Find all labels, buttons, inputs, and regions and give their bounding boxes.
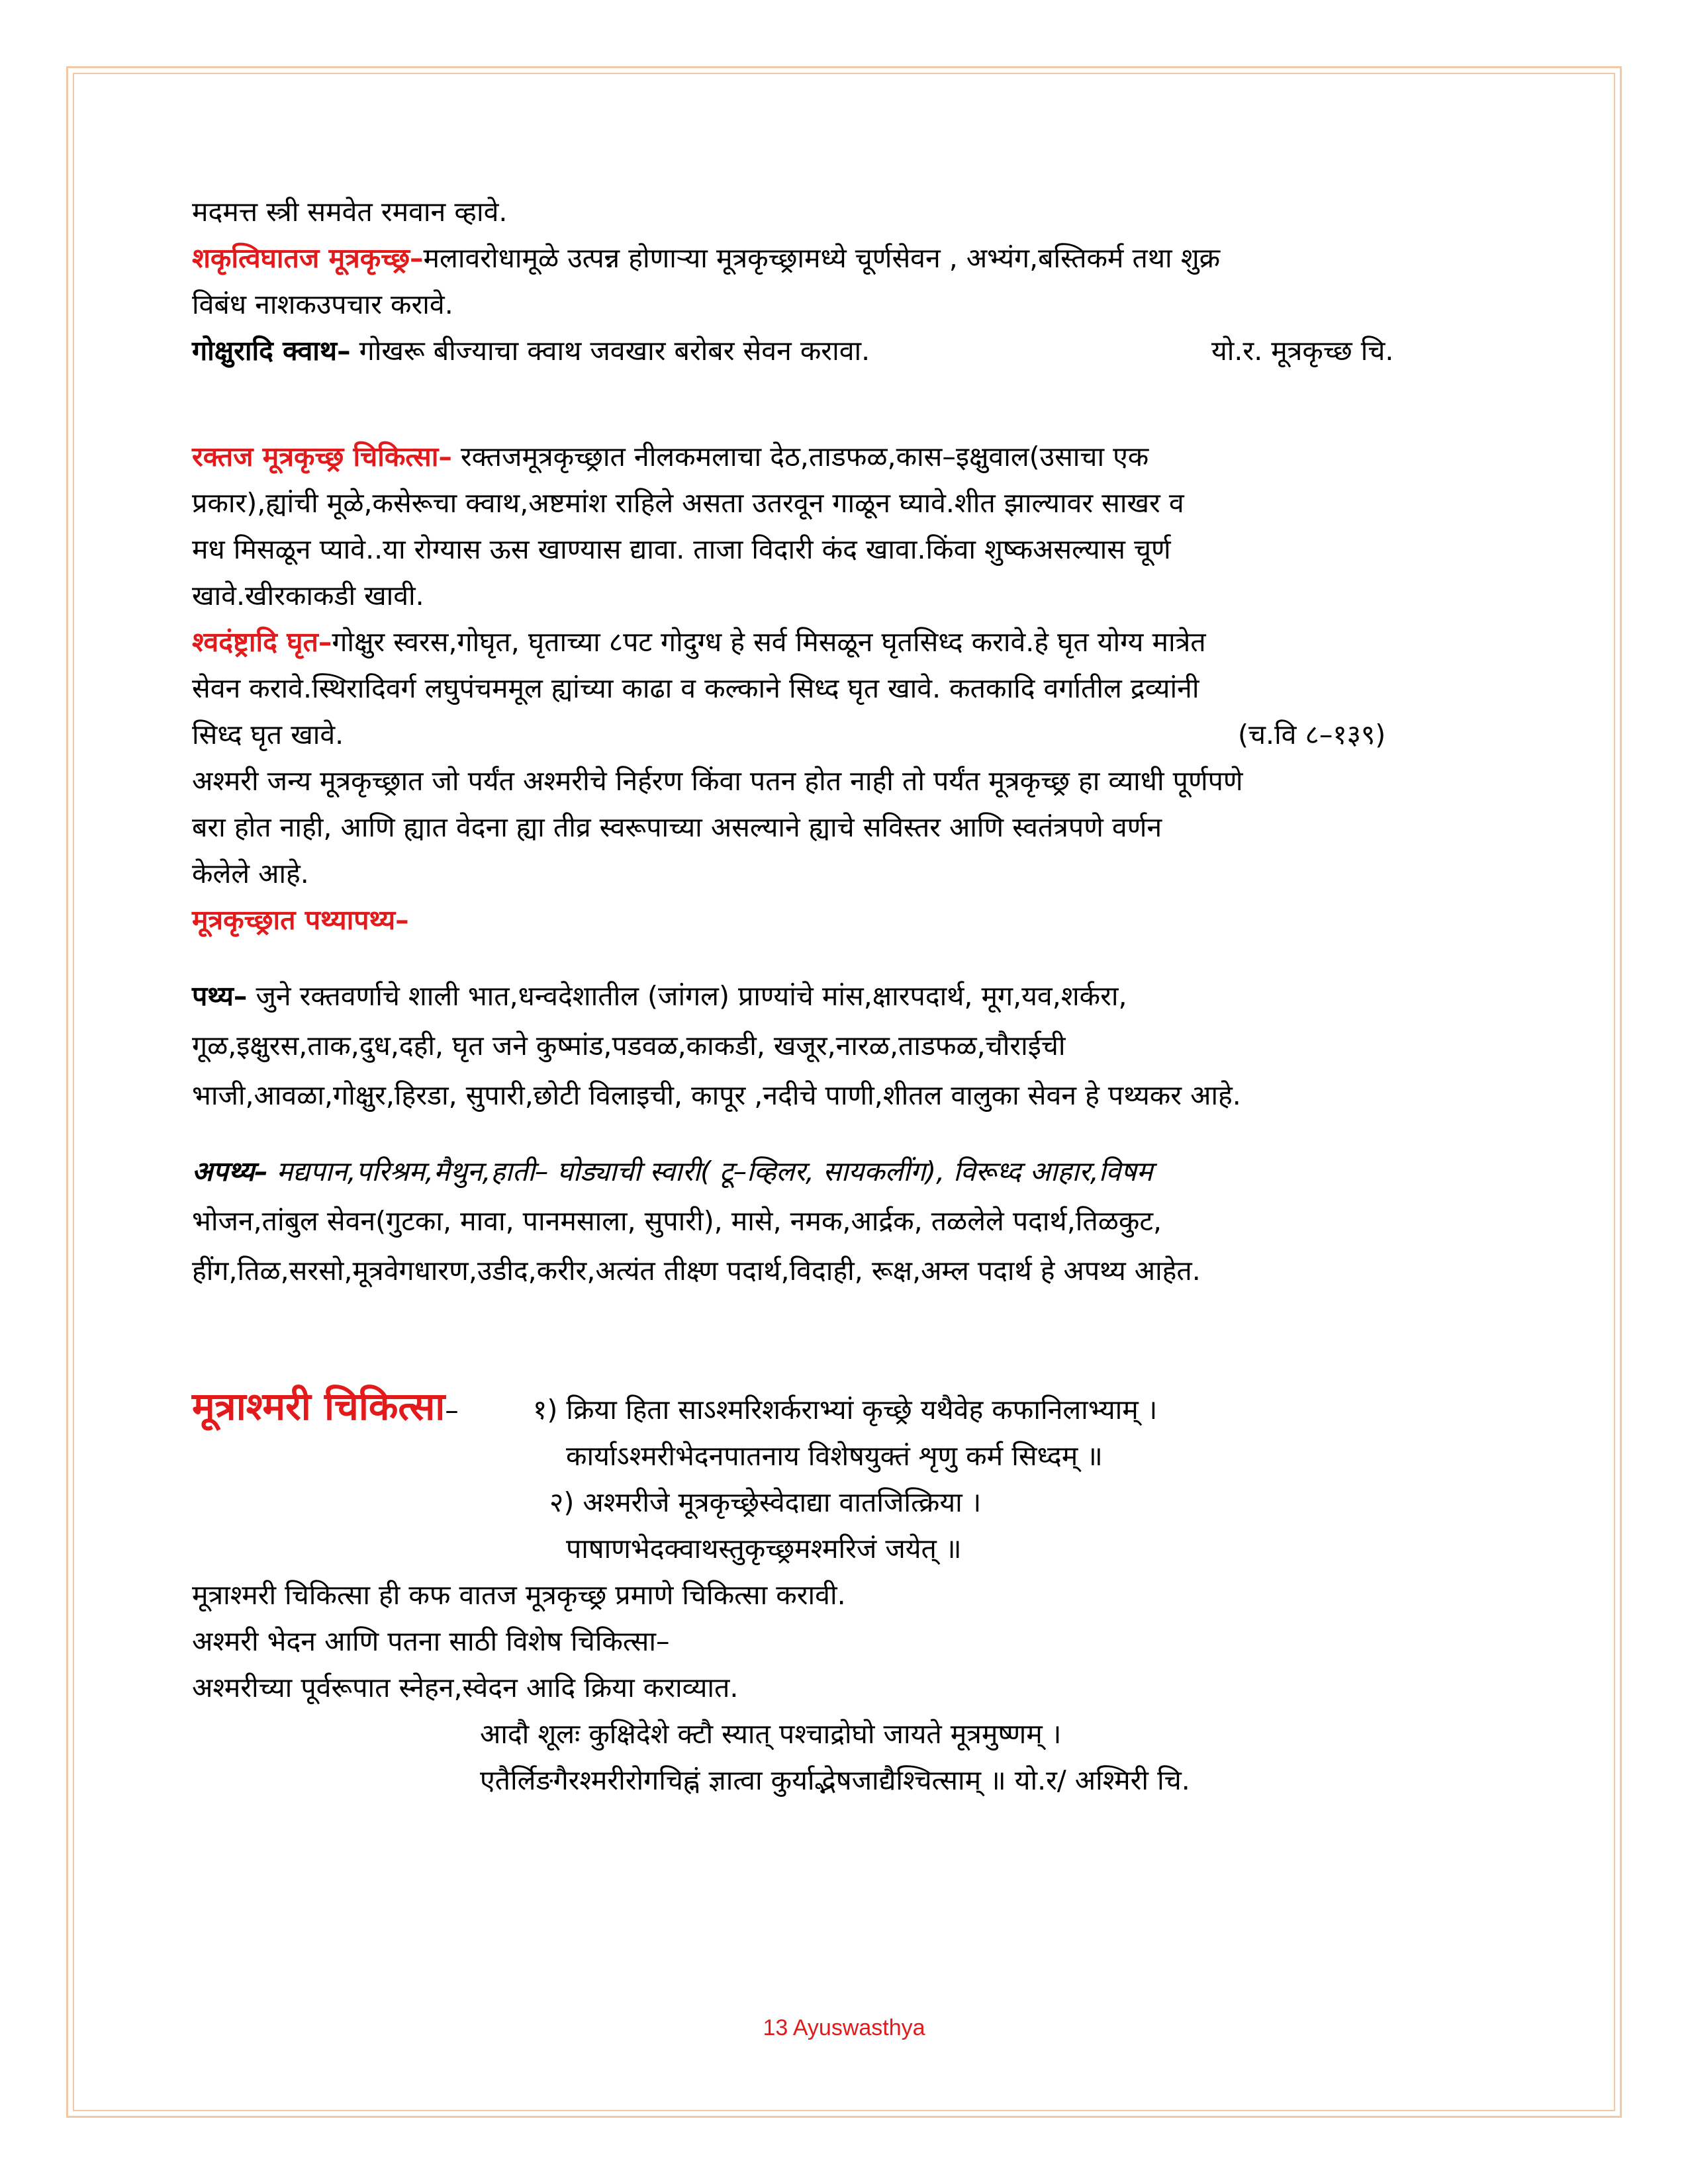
text-line: गूळ,इक्षुरस,ताक,दुध,दही, घृत जने कुष्मांड,पडवळ,काकडी, खजूर,नारळ,ताडफळ,चौराईची bbox=[192, 1030, 1066, 1062]
section-heading: रक्तज मूत्रकृच्छ्र चिकित्सा– bbox=[192, 441, 452, 473]
text-line: खावे.खीरकाकडी खावी. bbox=[192, 580, 424, 612]
text-line: केलेले आहे. bbox=[192, 858, 309, 889]
section-heading: श्वदंष्ट्रादि घृत– bbox=[192, 626, 332, 658]
text-line: भाजी,आवळा,गोक्षुर,हिरडा, सुपारी,छोटी विलाइची, कापूर ,नदीचे पाणी,शीतल वालुका सेवन हे पथ्यकर आहे. bbox=[192, 1079, 1241, 1111]
text-line bbox=[192, 900, 409, 940]
text-line: अश्मरी भेदन आणि पतना साठी विशेष चिकित्सा– bbox=[192, 1625, 670, 1657]
text-line: बरा होत नाही, आणि ह्यात वेदना ह्या तीव्र स्वरूपाच्या असल्याने ह्याचे सविस्तर आणि स्वतंत्रपणे वर्णन bbox=[192, 811, 1162, 843]
text-line: सेवन करावे.स्थिरादिवर्ग लघुपंचममूल ह्यांच्या काढा व कल्काने सिध्द घृत खावे. कतकादि वर्गातील द्रव्यांनी bbox=[192, 672, 1199, 704]
text-line: मूत्राश्मरी चिकित्सा ही कफ वातज मूत्रकृच्छ्र प्रमाणे चिकित्सा करावी. bbox=[192, 1579, 846, 1611]
text-line: मदमत्त स्त्री समवेत रमवान व्हावे. bbox=[192, 196, 508, 228]
text-line: मूत्राश्मरी चिकित्सा– bbox=[192, 1384, 459, 1429]
text-line: श्वदंष्ट्रादि घृत–गोक्षुर स्वरस,गोघृत, घृताच्या ८पट गोदुग्ध हे सर्व मिसळून घृतसिध्द करावे.हे घृत योग्य मात्रेत bbox=[192, 626, 1206, 658]
shloka-line: आदौ शूलः कुक्षिदेशे क्टौ स्यात् पश्चाद्रोघो जायते मूत्रमुष्णम् । bbox=[480, 1718, 1062, 1750]
reference-note: यो.र. मूत्रकृच्छ चि. bbox=[1211, 335, 1394, 367]
text-line: रक्तज मूत्रकृच्छ्र चिकित्सा– रक्तजमूत्रकृच्छ्रात नीलकमलाचा देठ,ताडफळ,कास–इक्षुवाल(उसाचा एक bbox=[192, 441, 1149, 473]
section-heading: शकृत्विघातज मूत्रकृच्छ्र– bbox=[192, 242, 424, 274]
section-heading: पथ्य– bbox=[192, 980, 248, 1012]
text-line: अश्मरी जन्य मूत्रकृच्छ्रात जो पर्यंत अश्मरीचे निर्हरण किंवा पतन होत नाही तो पर्यंत मूत्रकृच्छ्र हा व्याधी पूर्णपणे bbox=[192, 765, 1243, 797]
reference-note: (च.वि ८–१३९) bbox=[1238, 719, 1386, 751]
shloka-line: १) क्रिया हिता साऽश्मरिशर्कराभ्यां कृच्छ्रे यथैवेह कफानिलाभ्याम् । bbox=[533, 1394, 1158, 1426]
text-line: गोक्षुरादि क्वाथ– गोखरू बीज्याचा क्वाथ जवखार बरोबर सेवन करावा. bbox=[192, 335, 870, 367]
main-heading: मूत्राश्मरी चिकित्सा bbox=[192, 1384, 445, 1429]
text-line: हींग,तिळ,सरसो,मूत्रवेगधारण,उडीद,करीर,अत्यंत तीक्ष्ण पदार्थ,विदाही, रूक्ष,अम्ल पदार्थ हे अपथ्य आहेत. bbox=[192, 1255, 1201, 1287]
shloka-line: २) अश्मरीजे मूत्रकृच्छ्रेस्वेदाद्या वातजित्क्रिया । bbox=[549, 1486, 982, 1518]
text-line: अश्मरीच्या पूर्वरूपात स्नेहन,स्वेदन आदि क्रिया कराव्यात. bbox=[192, 1672, 739, 1704]
text-line: विबंध नाशकउपचार करावे. bbox=[192, 289, 453, 320]
text-line: अपथ्य– मद्यपान,परिश्रम,मैथुन,हाती– घोड्याची स्वारी( टू–व्हिलर, सायकलींग), विरूध्द आहार,विषम bbox=[192, 1156, 1153, 1187]
section-heading: अपथ्य– bbox=[192, 1156, 268, 1187]
section-heading: मूत्रकृच्छ्रात पथ्यापथ्य– bbox=[192, 904, 409, 936]
text-line: पथ्य– जुने रक्तवर्णाचे शाली भात,धन्वदेशातील (जांगल) प्राण्यांचे मांस,क्षारपदार्थ, मूग,यव,शर्करा, bbox=[192, 980, 1127, 1012]
text-line: शकृत्विघातज मूत्रकृच्छ्र–मलावरोधामूळे उत्पन्न होणाऱ्या मूत्रकृच्छ्रामध्ये चूर्णसेवन , अभ्यंग,बस्तिकर्म तथा शुक्र bbox=[192, 242, 1221, 274]
text-line: प्रकार),ह्यांची मूळे,कसेरूचा क्वाथ,अष्टमांश राहिले असता उतरवून गाळून घ्यावे.शीत झाल्यावर साखर व bbox=[192, 487, 1184, 519]
page-footer: 13 Ayuswasthya bbox=[763, 2015, 925, 2040]
section-heading: गोक्षुरादि क्वाथ– bbox=[192, 335, 351, 367]
shloka-line: पाषाणभेदक्वाथस्तुकृच्छ्रमश्मरिजं जयेत् ॥ bbox=[566, 1533, 962, 1565]
text-line: भोजन,तांबुल सेवन(गुटका, मावा, पानमसाला, सुपारी), मासे, नमक,आर्द्रक, तळलेले पदार्थ,तिळकुट, bbox=[192, 1205, 1162, 1237]
shloka-line: एतैर्लिङगैरश्मरीरोगचिह्नं ज्ञात्वा कुर्याद्भेषजाद्यैश्चित्साम् ॥ यो.र/ अश्मिरी चि. bbox=[480, 1764, 1190, 1796]
text-line: मध मिसळून प्यावे..या रोग्यास ऊस खाण्यास द्यावा. ताजा विदारी कंद खावा.किंवा शुष्कअसल्यास चूर्ण bbox=[192, 533, 1171, 565]
shloka-line: कार्याऽश्मरीभेदनपातनाय विशेषयुक्तं शृणु कर्म सिध्दम् ॥ bbox=[566, 1440, 1103, 1472]
text-line: सिध्द घृत खावे. bbox=[192, 719, 344, 751]
